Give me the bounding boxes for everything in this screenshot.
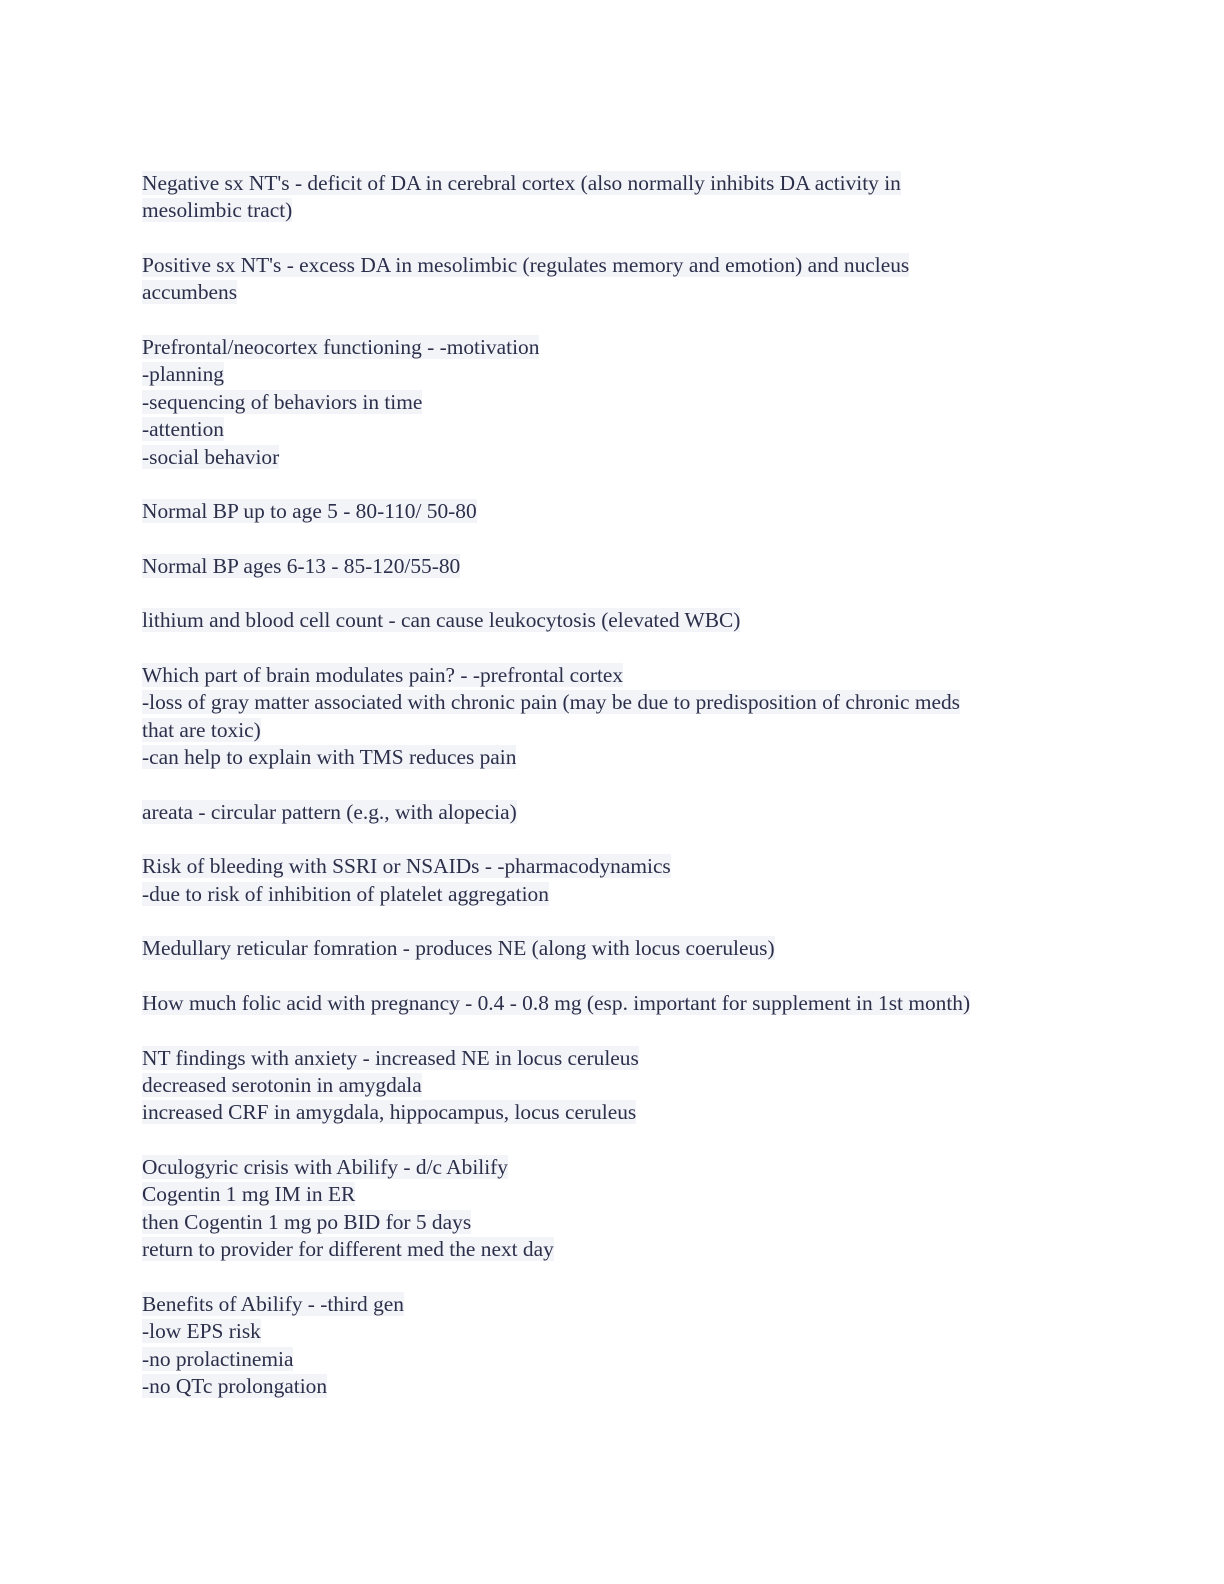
- flashcard-positive-sx: [142, 252, 1082, 307]
- flashcard-prefrontal: [142, 334, 1082, 471]
- card-line: -due to risk of inhibition of platelet aggregation: [142, 881, 549, 906]
- card-line: -attention: [142, 417, 224, 442]
- flashcard-pain: [142, 662, 1082, 772]
- document-page: [142, 170, 1082, 1428]
- flashcard-oculogyric: [142, 1154, 1082, 1264]
- card-line: Which part of brain modulates pain? - -prefrontal cortex: [142, 663, 624, 687]
- flashcard-anxiety: [142, 1045, 1082, 1127]
- card-line: -social behavior: [142, 444, 280, 469]
- card-line: Normal BP ages 6-13 - 85-120/55-80: [142, 553, 461, 578]
- card-line: Oculogyric crisis with Abilify - d/c Abilify: [142, 1155, 508, 1179]
- card-line: Benefits of Abilify - -third gen: [142, 1291, 404, 1316]
- flashcard-abilify-benefits: [142, 1291, 1082, 1401]
- card-line: NT findings with anxiety - increased NE in locus ceruleus: [142, 1045, 639, 1070]
- card-line: How much folic acid with pregnancy - 0.4 - 0.8 mg (esp. important for supplement in 1st month): [142, 991, 971, 1015]
- card-line: -loss of gray matter associated with chronic pain (may be due to predisposition of chronic meds: [142, 690, 960, 715]
- card-line: -low EPS risk: [142, 1319, 261, 1344]
- card-line: lithium and blood cell count - can cause leukocytosis (elevated WBC): [142, 608, 741, 633]
- card-line: areata - circular pattern (e.g., with alopecia): [142, 799, 517, 824]
- card-line: Prefrontal/neocortex functioning - -motivation: [142, 335, 540, 359]
- card-line: Negative sx NT's - deficit of DA in cerebral cortex (also normally inhibits DA activity in: [142, 171, 901, 195]
- flashcard-medullary: [142, 935, 1082, 962]
- card-line: -no prolactinemia: [142, 1346, 294, 1371]
- flashcard-folic-acid: [142, 990, 1082, 1017]
- card-line: Cogentin 1 mg IM in ER: [142, 1182, 356, 1207]
- card-line: Risk of bleeding with SSRI or NSAIDs - -pharmacodynamics: [142, 854, 671, 879]
- card-line: Positive sx NT's - excess DA in mesolimbic (regulates memory and emotion) and nucleus: [142, 253, 910, 277]
- card-line: Medullary reticular fomration - produces NE (along with locus coeruleus): [142, 936, 775, 961]
- card-line: that are toxic): [142, 717, 261, 742]
- flashcard-bleeding: [142, 853, 1082, 908]
- card-line: increased CRF in amygdala, hippocampus, locus ceruleus: [142, 1100, 637, 1125]
- card-line: -sequencing of behaviors in time: [142, 389, 423, 414]
- card-line: mesolimbic tract): [142, 198, 293, 223]
- card-line: then Cogentin 1 mg po BID for 5 days: [142, 1209, 472, 1234]
- card-line: -no QTc prolongation: [142, 1374, 328, 1399]
- flashcard-bp-6-13: [142, 553, 1082, 580]
- card-line: decreased serotonin in amygdala: [142, 1073, 422, 1097]
- card-line: -can help to explain with TMS reduces pain: [142, 745, 517, 770]
- card-line: Normal BP up to age 5 - 80-110/ 50-80: [142, 499, 477, 524]
- flashcard-areata: [142, 799, 1082, 826]
- card-line: -planning: [142, 362, 224, 387]
- flashcard-negative-sx: [142, 170, 1082, 225]
- card-line: accumbens: [142, 280, 238, 305]
- card-line: return to provider for different med the next day: [142, 1237, 554, 1262]
- flashcard-bp-age5: [142, 498, 1082, 525]
- flashcard-lithium: [142, 607, 1082, 634]
